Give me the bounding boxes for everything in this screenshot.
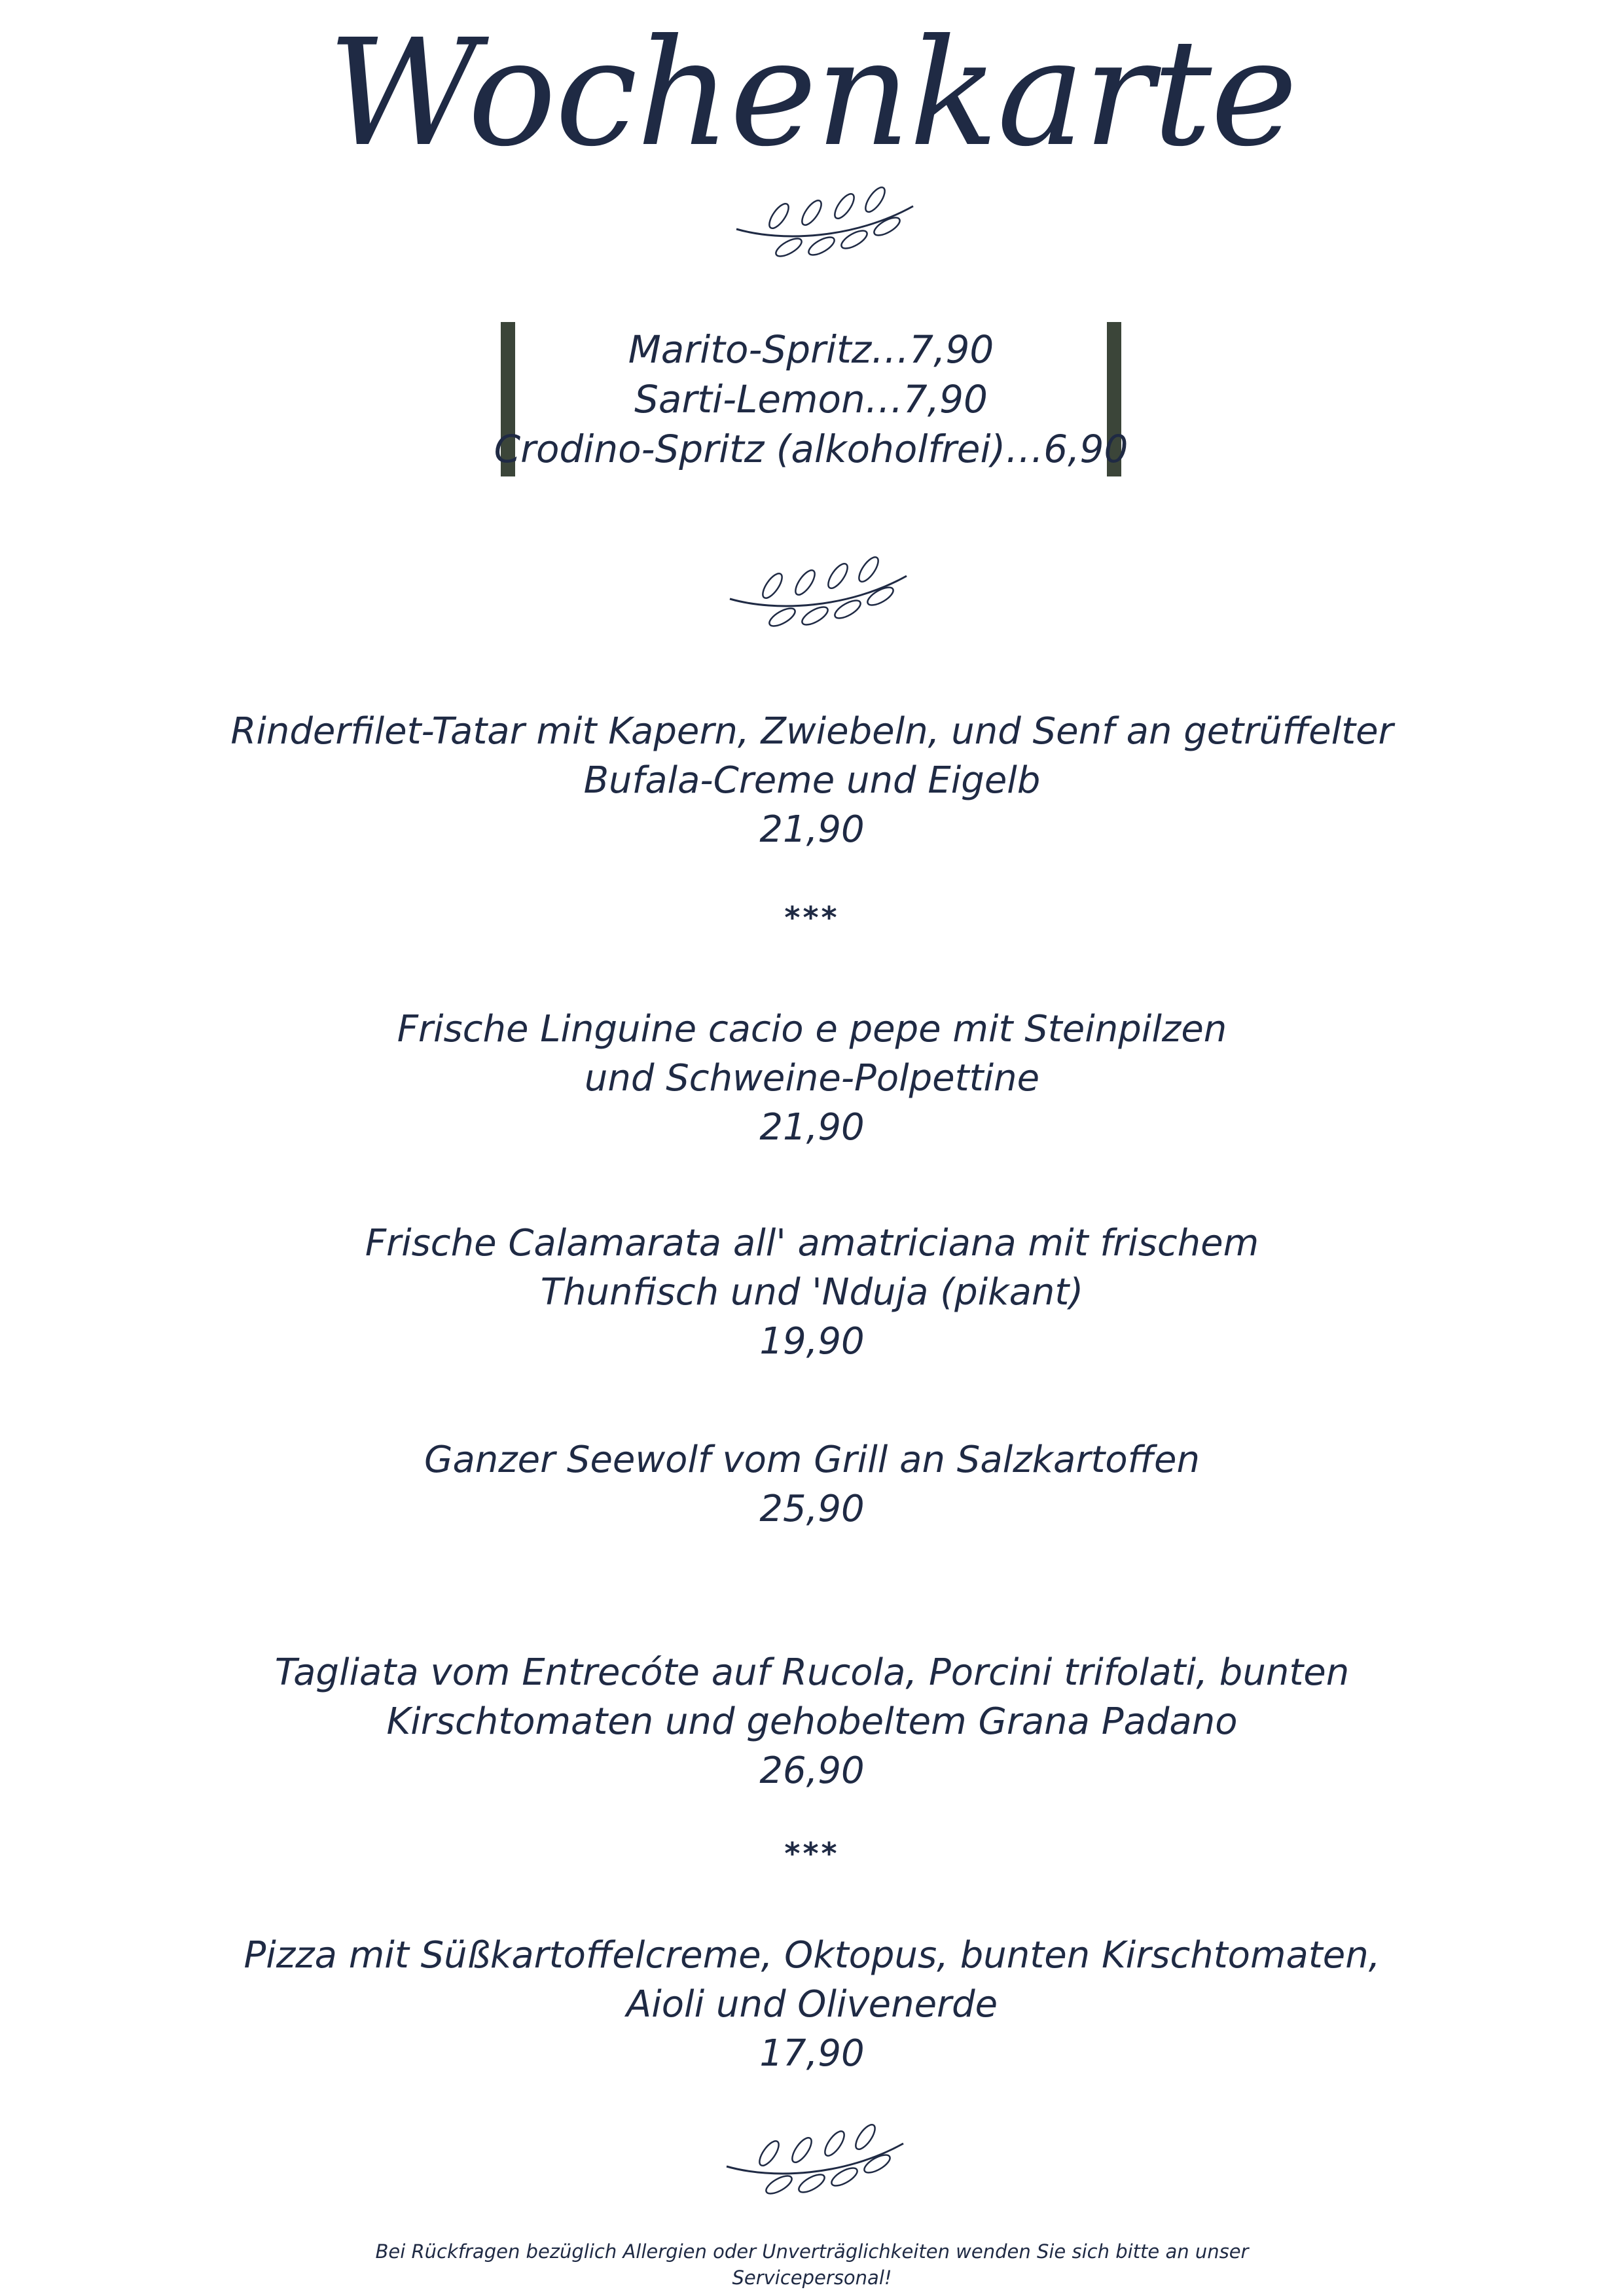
dish-price: 21,90 [759, 808, 865, 851]
dish-description: Thunfisch und 'Nduja (pikant) [540, 1271, 1084, 1314]
dish-description: und Schweine-Polpettine [584, 1057, 1040, 1100]
drink-item: Sarti-Lemon…7,90 [634, 377, 988, 422]
dish-item [196, 1219, 1428, 1366]
dish-price: 26,90 [759, 1749, 865, 1792]
dish-price: 19,90 [759, 1320, 865, 1363]
dish-description: Pizza mit Süßkartoffelcreme, Oktopus, bunten Kirschtomaten, [244, 1934, 1380, 1977]
drinks-box [494, 322, 1128, 476]
drink-item: Crodino-Spritz (alkoholfrei)…6,90 [494, 427, 1128, 471]
allergy-notice: Bei Rückfragen bezüglich Allergien oder Unverträglichkeiten wenden Sie sich bitte an unser Servicepersonal! [375, 2240, 1249, 2289]
dish-description: Aioli und Olivenerde [626, 1983, 998, 2026]
dish-item [196, 1005, 1428, 1152]
dish-price: 25,90 [759, 1488, 865, 1530]
dish-item [196, 1648, 1428, 1795]
dish-description: Bufala-Creme und Eigelb [583, 759, 1041, 802]
drink-item: Marito-Spritz…7,90 [628, 327, 994, 372]
leaf-sprig-icon [730, 183, 920, 262]
dish-item [196, 1435, 1428, 1534]
dish-description: Rinderfilet-Tatar mit Kapern, Zwiebeln, und Senf an getrüffelter [230, 710, 1394, 753]
leaf-sprig-icon [723, 553, 913, 632]
separator: *** [784, 900, 840, 935]
dish-item [196, 707, 1428, 854]
dish-description: Frische Calamarata all' amatriciana mit frischem [365, 1222, 1259, 1265]
dish-description: Kirschtomaten und gehobeltem Grana Padano [386, 1700, 1238, 1743]
separator: *** [784, 1836, 840, 1871]
dish-price: 17,90 [759, 2032, 865, 2075]
dish-description: Tagliata vom Entrecóte auf Rucola, Porcini trifolati, bunten [274, 1651, 1350, 1694]
dish-description: Frische Linguine cacio e pepe mit Steinpilzen [397, 1008, 1227, 1050]
leaf-sprig-icon [720, 2121, 910, 2199]
dish-description: Ganzer Seewolf vom Grill an Salzkartoffen [424, 1439, 1200, 1481]
dish-item [196, 1931, 1428, 2078]
dish-price: 21,90 [759, 1106, 865, 1149]
page-title: Wochenkarte [327, 8, 1297, 179]
